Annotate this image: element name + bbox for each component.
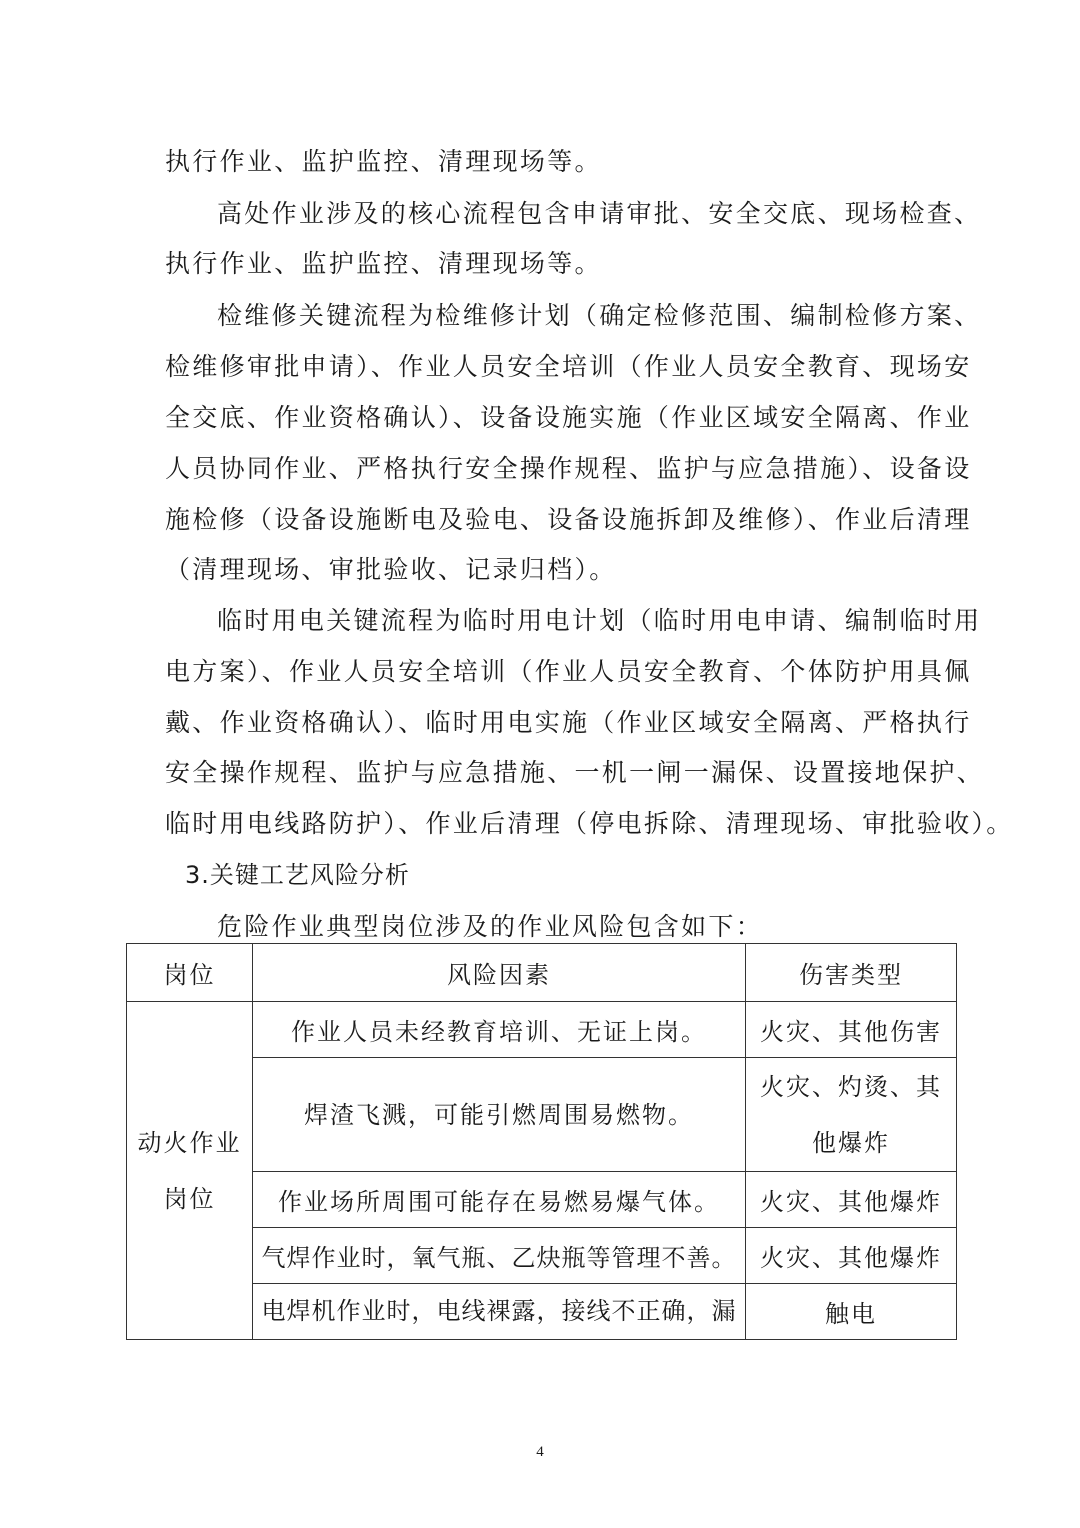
paragraph-line: 执行作业、监护监控、清理现场等。 <box>165 249 602 278</box>
risk-factor-cell: 作业场所周围可能存在易燃易爆气体。 <box>253 1172 746 1228</box>
risk-factor-cell: 电焊机作业时，电线裸露，接线不正确，漏 <box>253 1284 746 1340</box>
risk-factor-cell: 气焊作业时，氧气瓶、乙炔瓶等管理不善。 <box>253 1228 746 1284</box>
paragraph-line: 临时用电关键流程为临时用电计划（临时用电申请、编制临时用 <box>217 606 982 635</box>
header-risk-factor: 风险因素 <box>253 944 746 1002</box>
paragraph-line: 安全操作规程、监护与应急措施、一机一闸一漏保、设置接地保护、 <box>165 758 985 787</box>
harm-type-cell: 火灾、其他伤害 <box>746 1002 957 1058</box>
paragraph-line: 高处作业涉及的核心流程包含申请审批、安全交底、现场检查、 <box>217 199 982 228</box>
position-cell <box>127 1002 253 1340</box>
table-row <box>127 1002 957 1058</box>
paragraph-line: 检维修审批申请）、作业人员安全培训（作业人员安全教育、现场安 <box>165 352 972 381</box>
paragraph-line: 施检修（设备设施断电及验电、设备设施拆卸及维修）、作业后清理 <box>165 505 972 534</box>
header-position: 岗位 <box>127 944 253 1002</box>
table-header-row <box>127 944 957 1002</box>
paragraph-line: 检维修关键流程为检维修计划（确定检修范围、编制检修方案、 <box>217 301 982 330</box>
paragraph-line: （清理现场、审批验收、记录归档）。 <box>165 555 617 584</box>
harm-type-cell: 触电 <box>746 1284 957 1340</box>
paragraph-line: 执行作业、监护监控、清理现场等。 <box>165 147 602 176</box>
risk-table <box>126 943 957 1340</box>
section-heading: 3.关键工艺风险分析 <box>185 861 410 889</box>
table-intro: 危险作业典型岗位涉及的作业风险包含如下： <box>217 912 764 941</box>
risk-factor-cell: 作业人员未经教育培训、无证上岗。 <box>253 1002 746 1058</box>
harm-type-cell: 火灾、其他爆炸 <box>746 1228 957 1284</box>
harm-type-line: 他爆炸 <box>812 1128 890 1157</box>
paragraph-line: 全交底、作业资格确认）、设备设施实施（作业区域安全隔离、作业 <box>165 403 972 432</box>
paragraph-line: 人员协同作业、严格执行安全操作规程、监护与应急措施）、设备设 <box>165 454 972 483</box>
position-line: 岗位 <box>163 1184 216 1213</box>
paragraph-line: 电方案）、作业人员安全培训（作业人员安全教育、个体防护用具佩 <box>165 657 972 686</box>
harm-type-cell: 火灾、其他爆炸 <box>746 1172 957 1228</box>
paragraph-line: 临时用电线路防护）、作业后清理（停电拆除、清理现场、审批验收）。 <box>165 809 1014 838</box>
header-harm-type: 伤害类型 <box>746 944 957 1002</box>
risk-factor-cell: 焊渣飞溅，可能引燃周围易燃物。 <box>253 1058 746 1172</box>
position-line: 动火作业 <box>137 1128 242 1157</box>
harm-type-line: 火灾、灼烫、其 <box>760 1072 942 1101</box>
paragraph-line: 戴、作业资格确认）、临时用电实施（作业区域安全隔离、严格执行 <box>165 708 972 737</box>
page-number: 4 <box>536 1444 544 1460</box>
harm-type-cell <box>746 1058 957 1172</box>
